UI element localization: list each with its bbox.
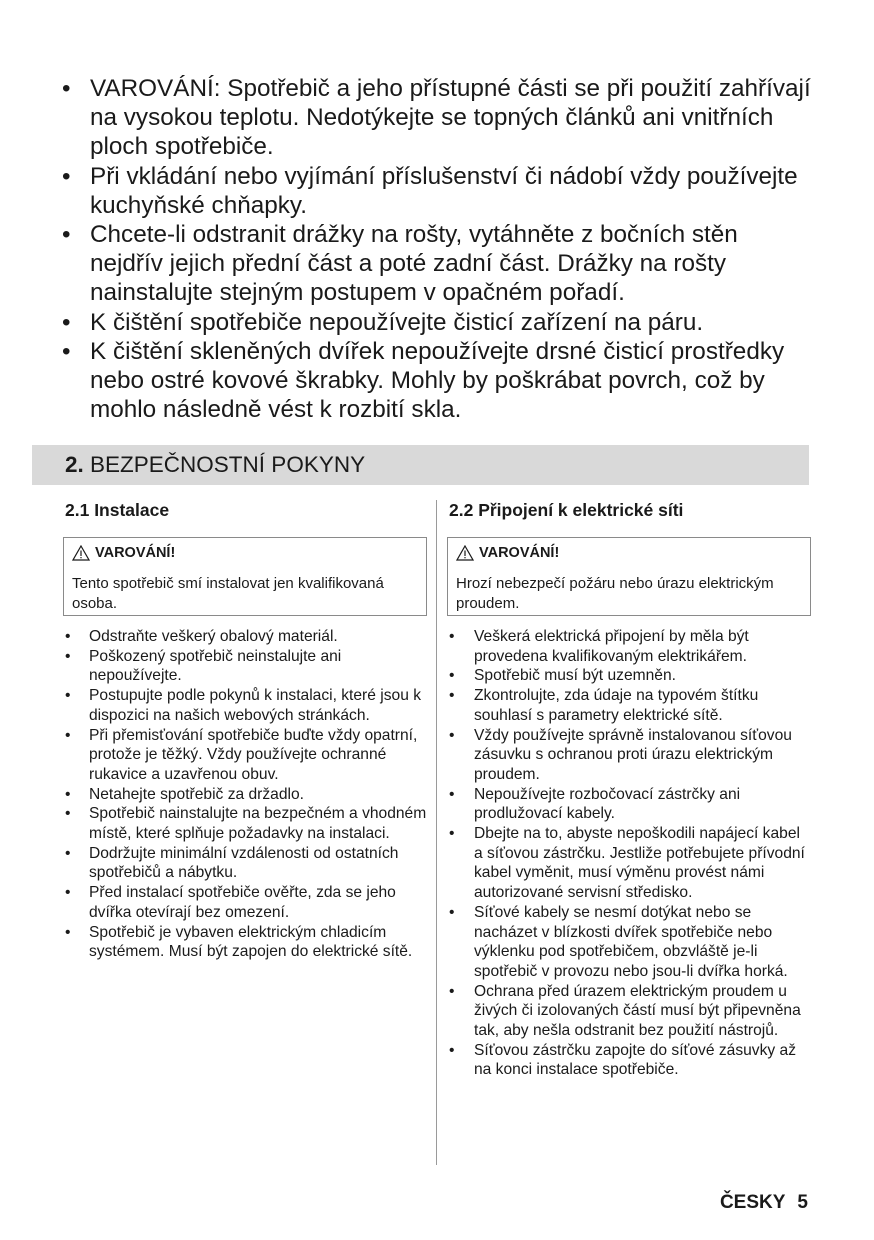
subsection-heading: 2.1 Instalace: [65, 500, 170, 520]
warning-text: Hrozí nebezpečí požáru nebo úrazu elektrickým proudem.: [456, 575, 774, 612]
list-item: • Síťovou zástrčku zapojte do síťové zásuvky až na konci instalace spotřebiče.: [447, 1041, 811, 1080]
intro-bullet-list: [62, 74, 812, 424]
page-number: 5: [797, 1192, 808, 1213]
list-item: • Netahejte spotřebič za držadlo.: [63, 785, 427, 805]
list-item: • K čištění spotřebiče nepoužívejte čisticí zařízení na páru.: [62, 308, 812, 337]
list-item: • Poškozený spotřebič neinstalujte ani nepoužívejte.: [63, 647, 427, 686]
footer-language: ČESKY: [719, 1192, 786, 1213]
warning-box: [63, 537, 427, 616]
list-item: • Před instalací spotřebiče ověřte, zda se jeho dvířka otevírají bez omezení.: [63, 883, 427, 922]
warning-box: [447, 537, 811, 616]
list-item: • Zkontrolujte, zda údaje na typovém štítku souhlasí s parametry elektrické sítě.: [447, 686, 811, 725]
electrical-column: [447, 498, 811, 1080]
list-item: • Dodržujte minimální vzdálenosti od ostatních spotřebičů a nábytku.: [63, 844, 427, 883]
list-item: • Spotřebič musí být uzemněn.: [447, 666, 811, 686]
page-footer: [720, 1192, 808, 1214]
installation-list: [63, 627, 427, 962]
list-item: • Dbejte na to, abyste nepoškodili napájecí kabel a síťovou zástrčku. Jestliže potřebujete přívodní kabel vyměnit, musí výměnu provést námi autorizované servisní středisko.: [447, 824, 811, 903]
section-title: BEZPEČNOSTNÍ POKYNY: [90, 452, 366, 477]
warning-title: VAROVÁNÍ!: [479, 545, 560, 561]
list-item: • VAROVÁNÍ: Spotřebič a jeho přístupné části se při použití zahřívají na vysokou teplotu. Nedotýkejte se topných článků ani vnitřních ploch spotřebiče.: [62, 74, 812, 162]
installation-column: [63, 498, 427, 962]
list-item: • Při vkládání nebo vyjímání příslušenství či nádobí vždy používejte kuchyňské chňapky.: [62, 162, 812, 220]
warning-triangle-icon: [456, 545, 474, 561]
subsection-heading: 2.2 Připojení k elektrické síti: [449, 500, 684, 520]
list-item: • Veškerá elektrická připojení by měla být provedena kvalifikovaným elektrikářem.: [447, 627, 811, 666]
list-item: • Chcete-li odstranit drážky na rošty, vytáhněte z bočních stěn nejdřív jejich přední část a poté zadní část. Drážky na rošty nainstalujte stejným postupem v opačném pořadí.: [62, 220, 812, 308]
list-item: • Nepoužívejte rozbočovací zástrčky ani prodlužovací kabely.: [447, 785, 811, 824]
warning-triangle-icon: [72, 545, 90, 561]
column-divider: [436, 500, 437, 1165]
list-item: • Postupujte podle pokynů k instalaci, které jsou k dispozici na našich webových stránkách.: [63, 686, 427, 725]
list-item: • Spotřebič je vybaven elektrickým chladicím systémem. Musí být zapojen do elektrické sítě.: [63, 923, 427, 962]
list-item: • Síťové kabely se nesmí dotýkat nebo se nacházet v blízkosti dvířek spotřebiče nebo výklenku pod spotřebičem, obzvláště je-li spotřebič v provozu nebo jsou-li dvířka horká.: [447, 903, 811, 982]
warning-title: VAROVÁNÍ!: [95, 545, 176, 561]
list-item: • Odstraňte veškerý obalový materiál.: [63, 627, 427, 647]
list-item: • Spotřebič nainstalujte na bezpečném a vhodném místě, které splňuje požadavky na instalaci.: [63, 804, 427, 843]
list-item: • K čištění skleněných dvířek nepoužívejte drsné čisticí prostředky nebo ostré kovové škrabky. Mohly by poškrábat povrch, což by mohlo následně vést k rozbití skla.: [62, 337, 812, 425]
list-item: • Ochrana před úrazem elektrickým proudem u živých či izolovaných částí musí být připevněna tak, aby nešla odstranit bez použití nástrojů.: [447, 982, 811, 1041]
section-number: 2.: [65, 452, 84, 477]
section-header: [32, 445, 809, 485]
warning-text: Tento spotřebič smí instalovat jen kvalifikovaná osoba.: [72, 575, 384, 612]
list-item: • Vždy používejte správně instalovanou síťovou zásuvku s ochranou proti úrazu elektrickým proudem.: [447, 726, 811, 785]
electrical-list: [447, 627, 811, 1080]
list-item: • Při přemisťování spotřebiče buďte vždy opatrní, protože je těžký. Vždy používejte ochranné rukavice a uzavřenou obuv.: [63, 726, 427, 785]
